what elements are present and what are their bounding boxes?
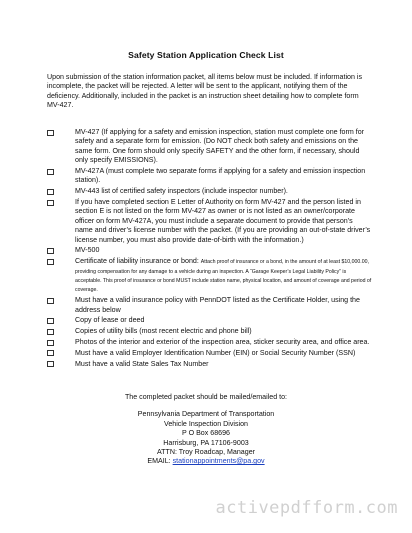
checklist bbox=[47, 128, 372, 370]
division-name: Vehicle Inspection Division bbox=[164, 419, 248, 428]
email-link[interactable]: stationappointments@pa.gov bbox=[172, 457, 265, 466]
intro-paragraph: Upon submission of the station information packet, all items below must be included. If information is incomplete, the packet will be rejected. A letter will be sent to the applicant, notifying them of the deficiency. Additionally, included in the packet is an instruction sheet detailing how to complete form MV-427. bbox=[47, 73, 363, 110]
checklist-item bbox=[47, 246, 372, 255]
checklist-item-text: Copy of lease or deed bbox=[75, 316, 145, 325]
checklist-item bbox=[47, 167, 372, 186]
checklist-item-text: Must have a valid Employer Identification Number (EIN) or Social Security Number (SSN) bbox=[75, 348, 356, 357]
checklist-item-text: Must have a valid insurance policy with PennDOT listed as the Certificate Holder, using the address below bbox=[75, 296, 360, 314]
checkbox[interactable] bbox=[47, 340, 54, 346]
checkbox[interactable] bbox=[47, 350, 54, 356]
checklist-item-text: MV-443 list of certified safety inspectors (include inspector number). bbox=[75, 187, 288, 196]
po-box: P O Box 68696 bbox=[182, 429, 230, 438]
checkbox[interactable] bbox=[47, 200, 54, 206]
checkbox[interactable] bbox=[47, 259, 54, 265]
checkbox[interactable] bbox=[47, 248, 54, 254]
email-line bbox=[0, 457, 412, 466]
attn-line: ATTN: Troy Roadcap, Manager bbox=[156, 448, 256, 457]
checklist-item bbox=[47, 296, 372, 315]
checklist-item bbox=[47, 327, 372, 336]
checklist-item-note: Attach proof of insurance or a bond, in the amount of at least $10,000.00, providing compensation for any damage to a vehicle during an inspection. A “Garage Keeper’s Legal Liability Policy” is acceptable. This proof of insurance or bond MUST include station name, physical location, and amount of coverage and period of coverage. bbox=[75, 259, 372, 294]
watermark: activepdfform.com bbox=[215, 498, 398, 518]
checkbox[interactable] bbox=[47, 329, 54, 335]
checklist-item-label: Certificate of liability insurance or bond: bbox=[75, 257, 199, 266]
checklist-item-text bbox=[75, 257, 372, 295]
checklist-item bbox=[47, 338, 372, 347]
mailing-intro: The completed packet should be mailed/emailed to: bbox=[124, 393, 288, 401]
checklist-item-text: MV-500 bbox=[75, 246, 100, 255]
checklist-item bbox=[47, 257, 372, 295]
checklist-item-text: MV-427A (must complete two separate forms if applying for a safety and emission inspection station). bbox=[75, 167, 366, 185]
city-state-zip: Harrisburg, PA 17106-9003 bbox=[163, 438, 249, 447]
checklist-item bbox=[47, 316, 372, 325]
checklist-item-text: Must have a valid State Sales Tax Number bbox=[75, 359, 209, 368]
checklist-item bbox=[47, 198, 372, 245]
checklist-item-text: Copies of utility bills (most recent electric and phone bill) bbox=[75, 327, 252, 336]
checklist-item bbox=[47, 187, 372, 196]
checkbox[interactable] bbox=[47, 130, 54, 136]
checklist-item-text: Photos of the interior and exterior of the inspection area, sticker security area, and office area. bbox=[75, 338, 370, 347]
org-name: Pennsylvania Department of Transportation bbox=[137, 410, 275, 419]
checkbox[interactable] bbox=[47, 361, 54, 367]
checkbox[interactable] bbox=[47, 169, 54, 175]
checklist-item-text: MV-427 (If applying for a safety and emission inspection, station must complete one form for safety and a separate form for emission. (Do NOT check both safety and emissions on the same form. One form should only specify SAFETY and the other form, if necessary, should only specify EMISSIONS). bbox=[75, 128, 365, 165]
checklist-item bbox=[47, 349, 372, 358]
checkbox[interactable] bbox=[47, 298, 54, 304]
page-title: Safety Station Application Check List bbox=[128, 50, 284, 60]
checkbox[interactable] bbox=[47, 189, 54, 195]
checklist-item bbox=[47, 360, 372, 369]
mailing-address-block bbox=[0, 393, 412, 467]
checkbox[interactable] bbox=[47, 318, 54, 324]
checklist-item bbox=[47, 128, 372, 166]
checklist-item-text: If you have completed section E Letter of Authority on form MV-427 and the person listed in section E is not listed on the form MV-427 as owner or is not listed as an owner/corporate officer on form MV-427A, you must include a separate document to provide that person’s name and driver’s license number with the packet. (If you are providing an out-of-state driver’s license number, you must also provide date-of-birth with the information.) bbox=[75, 198, 371, 244]
email-label: EMAIL: bbox=[147, 457, 173, 466]
